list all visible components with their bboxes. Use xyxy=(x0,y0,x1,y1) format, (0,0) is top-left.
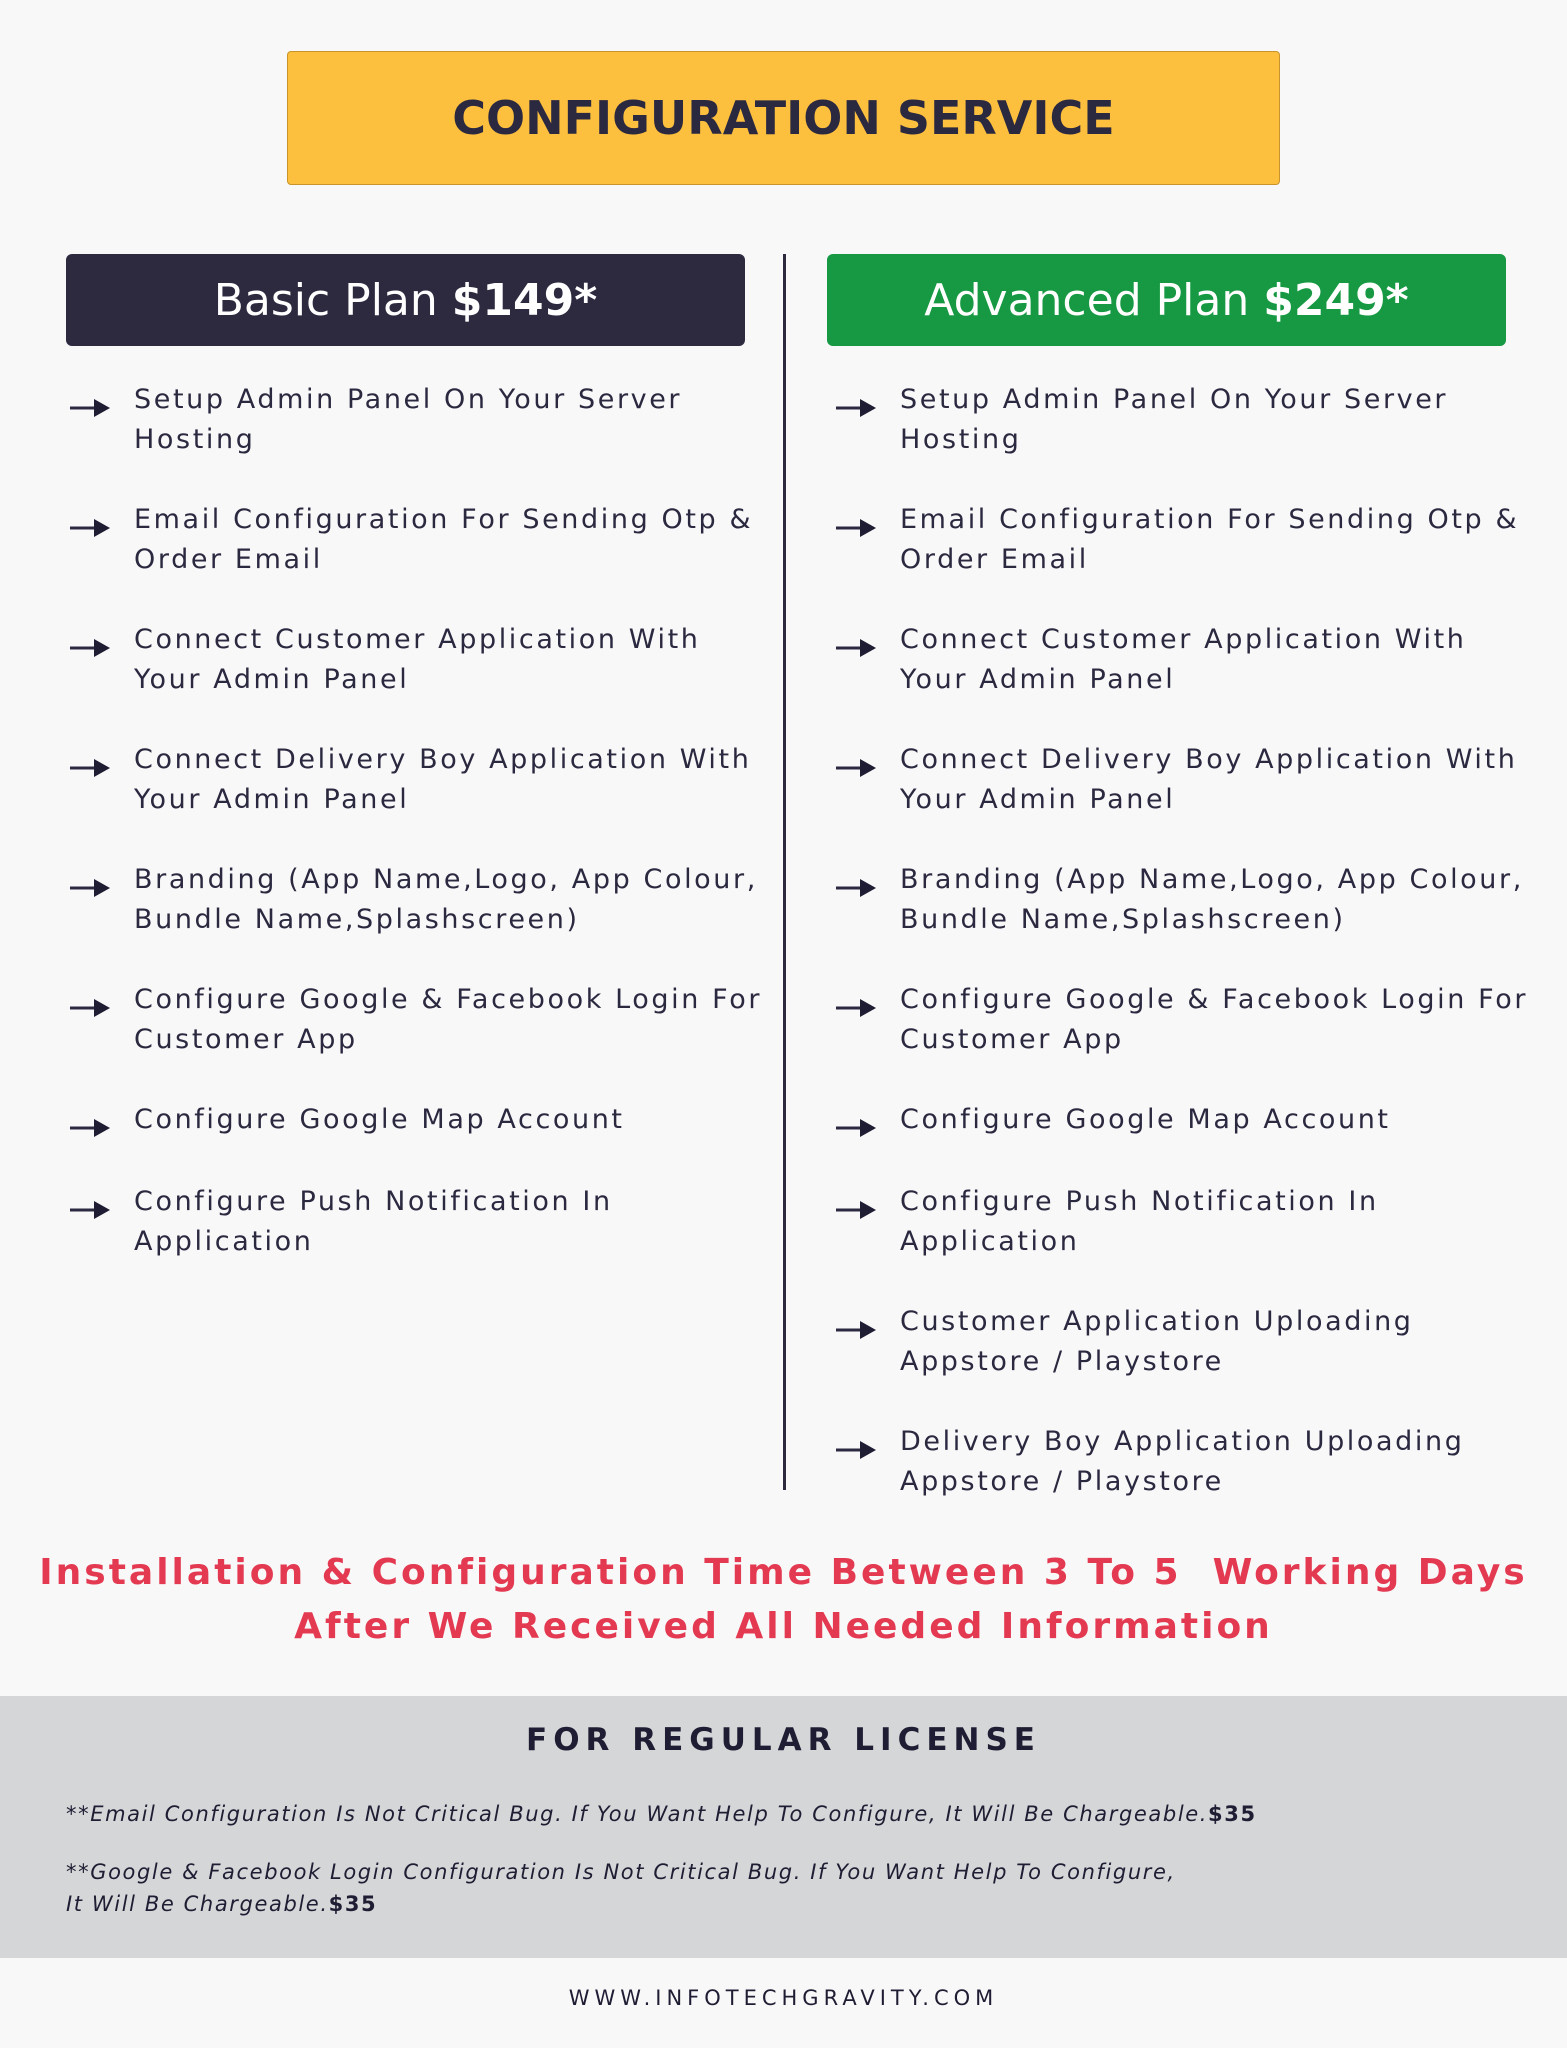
arrow-right-icon xyxy=(70,878,112,898)
arrow-right-icon xyxy=(836,1118,878,1138)
license-note-login xyxy=(66,1856,1266,1920)
advanced-feature-list xyxy=(836,380,1536,1542)
page-title: CONFIGURATION SERVICE xyxy=(452,91,1115,145)
list-item xyxy=(70,1182,770,1262)
feature-text: Branding (App Name,Logo, App Colour, Bundle Name,Splashscreen) xyxy=(900,864,1524,935)
feature-text: Configure Google Map Account xyxy=(134,1104,625,1135)
notice-line-2: After We Received All Needed Information xyxy=(294,1606,1273,1647)
feature-text: Connect Customer Application With Your Admin Panel xyxy=(134,624,701,695)
installation-notice xyxy=(0,1546,1567,1654)
feature-text: Configure Push Notification In Application xyxy=(900,1186,1379,1257)
list-item xyxy=(70,500,770,580)
advanced-plan-name: Advanced Plan xyxy=(924,274,1250,326)
feature-text: Configure Push Notification In Application xyxy=(134,1186,613,1257)
title-banner xyxy=(287,51,1280,185)
arrow-right-icon xyxy=(836,1200,878,1220)
feature-text: Customer Application Uploading Appstore / Playstore xyxy=(900,1306,1414,1377)
feature-text: Branding (App Name,Logo, App Colour, Bundle Name,Splashscreen) xyxy=(134,864,758,935)
license-note-email-fee: $35 xyxy=(1208,1802,1257,1826)
list-item xyxy=(836,500,1536,580)
arrow-right-icon xyxy=(70,398,112,418)
arrow-right-icon xyxy=(70,638,112,658)
feature-text: Delivery Boy Application Uploading Appstore / Playstore xyxy=(900,1426,1465,1497)
license-note-email xyxy=(66,1798,1486,1830)
arrow-right-icon xyxy=(836,638,878,658)
notice-line-1: Installation & Configuration Time Between 3 To 5 Working Days xyxy=(39,1552,1528,1593)
license-note-email-text: **Email Configuration Is Not Critical Bug. If You Want Help To Configure, It Will Be Chargeable. xyxy=(66,1802,1209,1826)
license-note-login-line-2 xyxy=(66,1888,1266,1920)
license-note-login-text: It Will Be Chargeable. xyxy=(66,1892,329,1916)
list-item xyxy=(70,740,770,820)
feature-text: Email Configuration For Sending Otp & Order Email xyxy=(900,504,1520,575)
column-divider xyxy=(783,254,786,1490)
arrow-right-icon xyxy=(836,758,878,778)
list-item xyxy=(70,620,770,700)
feature-text: Connect Delivery Boy Application With Your Admin Panel xyxy=(134,744,752,815)
list-item xyxy=(70,860,770,940)
list-item xyxy=(70,1100,770,1140)
arrow-right-icon xyxy=(70,518,112,538)
basic-feature-list xyxy=(70,380,770,1302)
feature-text: Email Configuration For Sending Otp & Order Email xyxy=(134,504,754,575)
arrow-right-icon xyxy=(70,1200,112,1220)
arrow-right-icon xyxy=(836,1320,878,1340)
arrow-right-icon xyxy=(836,518,878,538)
feature-text: Configure Google Map Account xyxy=(900,1104,1391,1135)
license-title: FOR REGULAR LICENSE xyxy=(526,1722,1041,1758)
feature-text: Setup Admin Panel On Your Server Hosting xyxy=(900,384,1449,455)
arrow-right-icon xyxy=(70,758,112,778)
list-item xyxy=(836,1100,1536,1140)
license-note-login-line-1: **Google & Facebook Login Configuration Is Not Critical Bug. If You Want Help To Configure, xyxy=(66,1860,1176,1884)
feature-text: Connect Customer Application With Your Admin Panel xyxy=(900,624,1467,695)
basic-plan-price: $149* xyxy=(451,274,598,326)
list-item xyxy=(70,980,770,1060)
website-footer: WWW.INFOTECHGRAVITY.COM xyxy=(568,1986,999,2010)
arrow-right-icon xyxy=(836,878,878,898)
feature-text: Connect Delivery Boy Application With Your Admin Panel xyxy=(900,744,1518,815)
list-item xyxy=(836,740,1536,820)
list-item xyxy=(836,620,1536,700)
feature-text: Setup Admin Panel On Your Server Hosting xyxy=(134,384,683,455)
list-item xyxy=(836,860,1536,940)
arrow-right-icon xyxy=(836,398,878,418)
license-note-login-fee: $35 xyxy=(328,1892,378,1916)
list-item xyxy=(836,1182,1536,1262)
arrow-right-icon xyxy=(836,998,878,1018)
list-item xyxy=(836,980,1536,1060)
list-item xyxy=(836,1422,1536,1502)
arrow-right-icon xyxy=(836,1440,878,1460)
arrow-right-icon xyxy=(70,1118,112,1138)
feature-text: Configure Google & Facebook Login For Customer App xyxy=(134,984,763,1055)
basic-plan-name: Basic Plan xyxy=(213,274,438,326)
arrow-right-icon xyxy=(70,998,112,1018)
advanced-plan-price: $249* xyxy=(1263,274,1409,326)
list-item xyxy=(70,380,770,460)
feature-text: Configure Google & Facebook Login For Customer App xyxy=(900,984,1529,1055)
basic-plan-header xyxy=(66,254,745,346)
list-item xyxy=(836,380,1536,460)
advanced-plan-header xyxy=(827,254,1506,346)
list-item xyxy=(836,1302,1536,1382)
